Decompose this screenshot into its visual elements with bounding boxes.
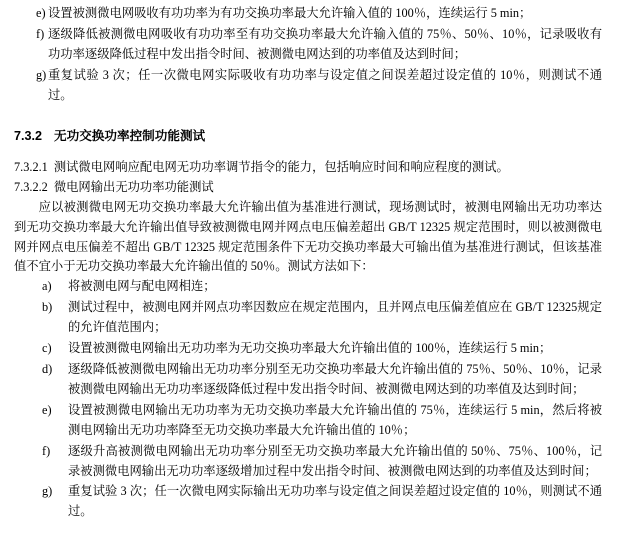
bottom-list <box>14 277 602 522</box>
list-marker: e) <box>42 402 52 417</box>
clause-text: 微电网输出无功功率功能测试 <box>53 179 214 194</box>
section-heading <box>14 126 602 146</box>
list-marker: g) <box>42 484 53 499</box>
list-text: 重复试验 3 次；任一次微电网实际输出无功功率与设定值之间误差超过设定值的 10％，则测试不通过。 <box>68 484 602 519</box>
list-item <box>14 277 602 297</box>
list-marker: b) <box>42 300 53 315</box>
list-text: 重复试验 3 次；任一次微电网实际吸收有功功率与设定值之间误差超过设定值的 10％，则测试不通过。 <box>48 67 602 102</box>
list-item <box>14 442 602 482</box>
list-item <box>14 482 602 522</box>
top-list <box>14 4 602 106</box>
section-title: 无功交换功率控制功能测试 <box>54 128 206 143</box>
list-text: 逐级升高被测微电网输出无功功率分别至无功交换功率最大允许输出值的 50％、75％、100％，记录被测微电网输出无功功率逐级增加过程中发出指令时间、被测微电网达到的功率值及达到时间； <box>68 443 602 478</box>
list-marker: g) <box>36 67 47 82</box>
clause-text: 测试微电网响应配电网无功功率调节指令的能力，包括响应时间和响应程度的测试。 <box>53 159 509 174</box>
clause-7-3-2-2 <box>14 178 602 198</box>
list-item <box>14 25 602 65</box>
list-text: 逐级降低被测微电网吸收有功功率至有功交换功率最大允许输入值的 75％、50％、10％，记录吸收有功功率逐级降低过程中发出指令时间、被测微电网达到的功率值及达到时间； <box>48 26 602 61</box>
clause-number: 7.3.2.2 <box>14 179 48 194</box>
list-marker: f) <box>36 26 45 41</box>
list-marker: c) <box>42 341 52 356</box>
list-item <box>14 401 602 441</box>
list-marker: e) <box>36 6 46 20</box>
body-paragraph: 应以被测微电网无功交换功率最大允许输出值为基准进行测试，现场测试时，被测电网输出无功功率达到无功交换功率最大允许输出值导致被测微电网并网点电压偏差超出 GB/T 12325 规定范围时，则以被测微电网并网点电压偏差不超出 GB/T 12325 规定范围条件下无功交换功率最大可输出值为基准进行测试，但该基准值不宜小于无功交换功率最大允许输出值的 50％。测试方法如下： <box>14 199 602 274</box>
clause-7-3-2-1 <box>14 158 602 178</box>
list-marker: d) <box>42 361 53 376</box>
list-text: 将被测电网与配电网相连； <box>68 279 216 294</box>
spacer <box>14 107 602 126</box>
clause-number: 7.3.2.1 <box>14 159 48 174</box>
section-number: 7.3.2 <box>14 128 43 143</box>
list-item <box>14 298 602 338</box>
list-item <box>14 4 602 24</box>
list-text: 设置被测微电网输出无功功率为无功交换功率最大允许输出值的 75％，连续运行 5 min，然后将被测电网输出无功功率降至无功交换功率最大允许输出值的 10％； <box>68 402 602 437</box>
list-text: 设置被测微电网吸收有功功率为有功交换功率最大允许输入值的 100％，连续运行 5 min； <box>48 6 532 20</box>
list-marker: f) <box>42 443 51 458</box>
list-item <box>14 360 602 400</box>
list-text: 测试过程中，被测电网并网点功率因数应在规定范围内，且并网点电压偏差值应在 GB/T 12325规定的允许值范围内； <box>68 300 602 335</box>
list-item <box>14 66 602 106</box>
list-marker: a) <box>42 279 52 294</box>
list-text: 设置被测微电网输出无功功率为无功交换功率最大允许输出值的 100％，连续运行 5 min； <box>68 341 552 356</box>
spacer <box>14 146 602 158</box>
list-text: 逐级降低被测微电网输出无功功率分别至无功交换功率最大允许输出值的 75％、50％、10％，记录被测微电网输出无功功率逐级降低过程中发出指令时间、被测微电网达到的功率值及达到时间； <box>68 361 602 396</box>
list-item <box>14 339 602 359</box>
